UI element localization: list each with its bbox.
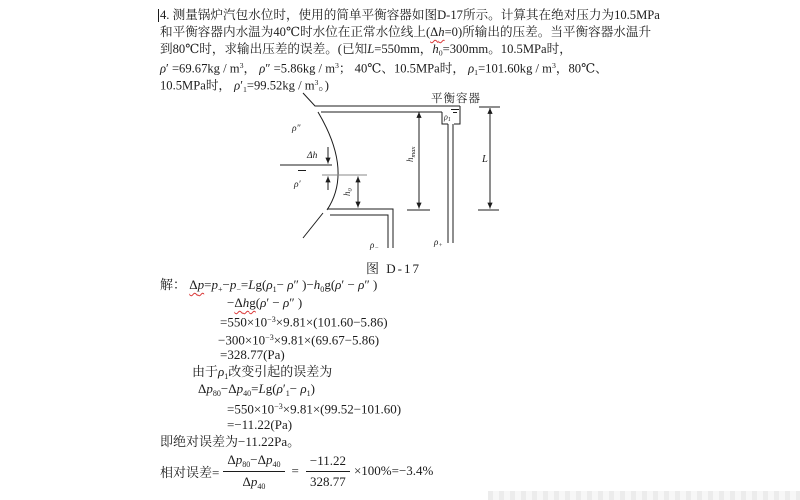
label-rho-plus: $\rho_+$ — [434, 237, 443, 249]
solution-line-7: $\Delta p_{80}-\Delta p_{40}=Lg(\rho'_1- \rho_1)$ — [198, 381, 315, 398]
equals-sign: = — [291, 463, 299, 478]
plus-pipe — [448, 124, 453, 243]
solution-line-2: −Δhg(ρ′ − ρ″ ) — [227, 295, 303, 310]
solution-line-1: 解： $\Delta p=p_+-p_-=Lg(\rho_1- \rho''$ )$-h_0g(\rho' - \rho''$ ) — [160, 277, 378, 294]
solution-line-5: =328.77(Pa) — [220, 347, 285, 362]
solution-line-10: 即绝对误差为−11.22Pa。 — [160, 434, 301, 449]
relative-error-equation — [160, 450, 433, 492]
relative-error-result: ×100%=−3.4% — [353, 463, 434, 478]
problem-line-2: 和平衡容器内水温为40℃时水位在正常水位线上(Δh=0)所输出的压差。当平衡容器水温升 — [160, 25, 652, 39]
fraction-dp-numerator: $\Delta p_{80}-\Delta p_{40}$ — [223, 452, 284, 472]
label-hmax: $h_{max}$ — [405, 146, 417, 162]
label-rho-minus: $\rho_-$ — [370, 240, 379, 252]
bottom-edge-artifact — [488, 491, 800, 500]
problem-line-4: $\rho' =69.67kg / m^3$， $\rho'' =5.86kg / m^3$； 40℃、10.5MPa时， $\rho_1=101.60kg / m^3$，80℃、 — [160, 61, 608, 77]
solution-line-9: =−11.22(Pa) — [227, 417, 293, 432]
problem-line-5: 10.5MPa时， $\rho'_1=99.52kg / m^3$。) — [160, 78, 329, 94]
solution-line-6: 由于$\rho_1$改变引起的误差为 — [192, 364, 333, 381]
figure-caption: 图 D-17 — [366, 261, 421, 276]
fraction-values-denominator: 328.77 — [310, 473, 346, 489]
label-delta-h: Δh — [307, 151, 318, 161]
label-L: L — [482, 154, 488, 165]
drum-bottom-pipe — [303, 209, 393, 248]
fraction-values — [306, 453, 350, 490]
solution-line-8: $=550\times 10^{-3}\times 9.81\times(99.52-101.60)$ — [227, 401, 402, 417]
vessel-water-mark — [451, 110, 459, 113]
label-rho-double-prime: ρ″ — [292, 124, 301, 134]
solution-line-4: $-300\times 10^{-3}\times 9.81\times(69.67-5.86)$ — [218, 332, 380, 348]
label-h0: $h_0$ — [342, 188, 354, 196]
relative-error-label: 相对误差= — [160, 464, 220, 480]
fraction-dp-denominator: $\Delta p_{40}$ — [242, 473, 266, 491]
problem-line-1: 4. 测量锅炉汽包水位时，使用的简单平衡容器如图D-17所示。计算其在绝对压力为10.5MPa — [160, 8, 660, 22]
diagram-title: 平衡容器 — [431, 93, 481, 105]
label-rho1: ρ1 — [444, 112, 451, 123]
text-cursor — [158, 9, 159, 22]
solution-line-3: $=550\times 10^{-3}\times 9.81\times(101.60-5.86)$ — [220, 314, 388, 330]
problem-line-3: 到80℃时，求输出压差的误差。(已知L=550mm，$h_0=300mm$。10.5MPa时， — [160, 42, 572, 58]
normal-level-line — [280, 165, 332, 171]
label-rho-prime: ρ′ — [294, 180, 301, 190]
fraction-dp — [223, 452, 284, 491]
balance-vessel-diagram — [270, 86, 520, 264]
fraction-values-numerator: −11.22 — [306, 453, 350, 472]
